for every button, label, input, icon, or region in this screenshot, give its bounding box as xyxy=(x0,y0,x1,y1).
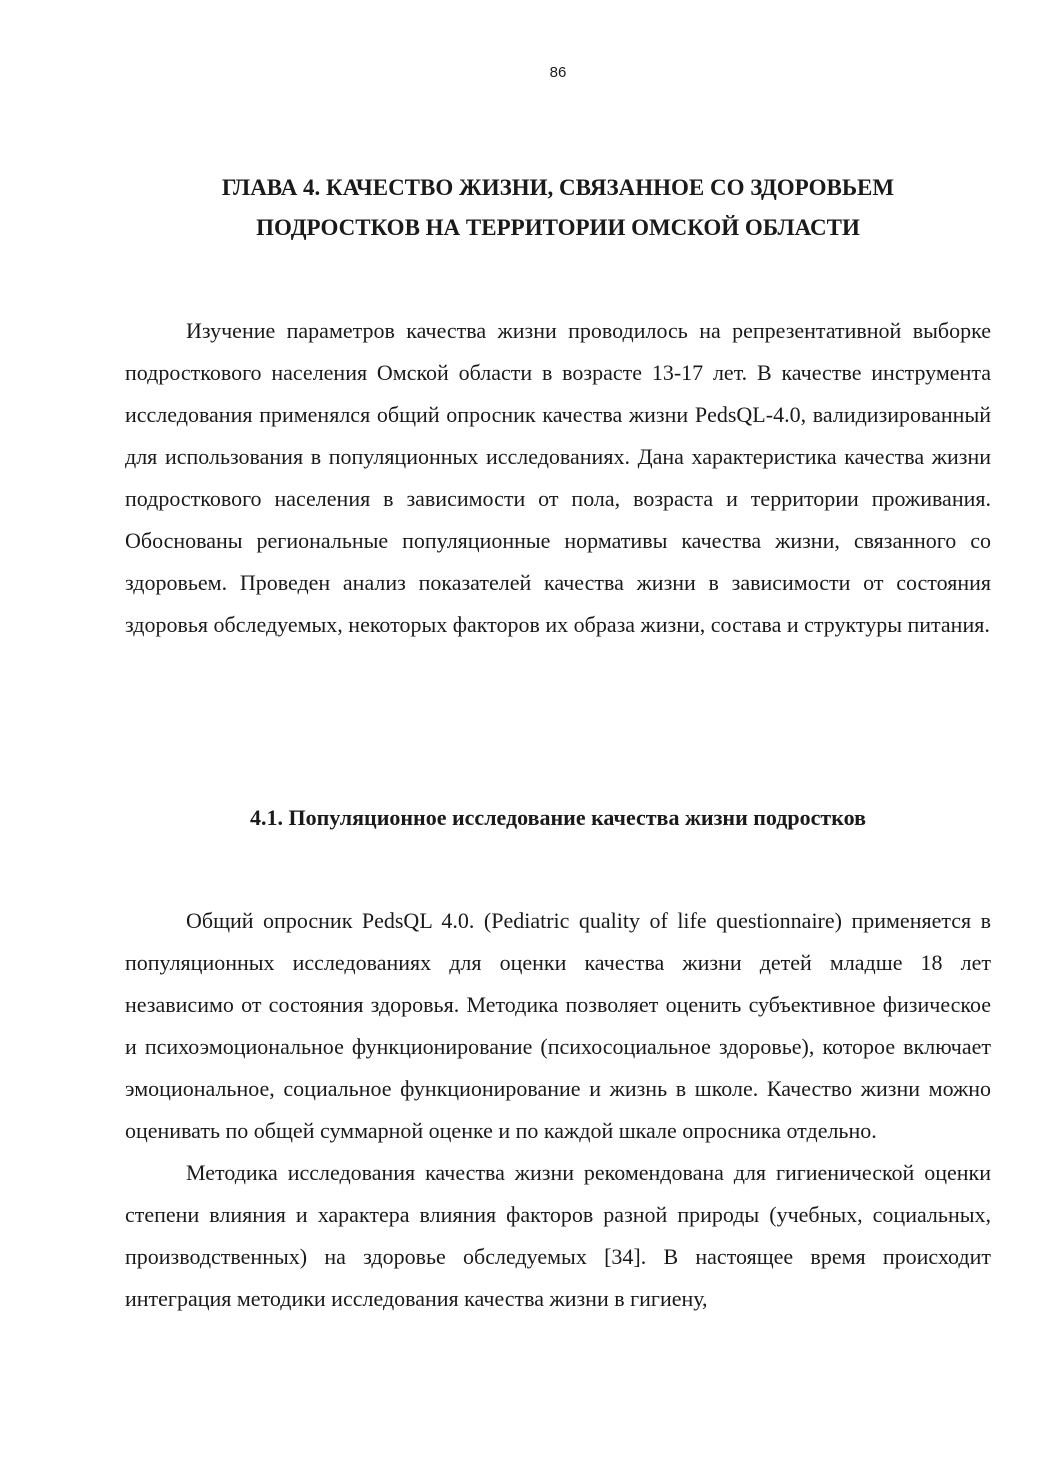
chapter-title xyxy=(120,168,996,248)
section-body xyxy=(125,900,991,1320)
chapter-title-line-2: ПОДРОСТКОВ НА ТЕРРИТОРИИ ОМСКОЙ ОБЛАСТИ xyxy=(256,215,860,240)
chapter-intro xyxy=(125,310,991,646)
section-paragraph-1: Общий опросник PedsQL 4.0. (Pediatric quality of life questionnaire) применяется в популяционных исследованиях для оценки качества жизни детей младше 18 лет независимо от состояния здоровья. Методика позволяет оценить субъективное физическое и психоэмоциональное функционирование (психосоциальное здоровье), которое включает эмоциональное, социальное функционирование и жизнь в школе. Качество жизни можно оценивать по общей суммарной оценке и по каждой шкале опросника отдельно. xyxy=(125,908,991,1143)
intro-paragraph: Изучение параметров качества жизни проводилось на репрезентативной выборке подросткового населения Омской области в возрасте 13-17 лет. В качестве инструмента исследования применялся общий опросник качества жизни PedsQL-4.0, валидизированный для использования в популяционных исследованиях. Дана характеристика качества жизни подросткового населения в зависимости от пола, возраста и территории проживания. Обоснованы региональные популяционные нормативы качества жизни, связанного со здоровьем. Проведен анализ показателей качества жизни в зависимости от состояния здоровья обследуемых, некоторых факторов их образа жизни, состава и структуры питания. xyxy=(125,318,991,637)
chapter-title-line-1: ГЛАВА 4. КАЧЕСТВО ЖИЗНИ, СВЯЗАННОЕ СО ЗДОРОВЬЕМ xyxy=(221,175,895,200)
section-heading: 4.1. Популяционное исследование качества жизни подростков xyxy=(250,805,866,830)
section-paragraph-2: Методика исследования качества жизни рекомендована для гигиенической оценки степени влияния и характера влияния факторов разной природы (учебных, социальных, производственных) на здоровье обследуемых [34]. В настоящее время происходит интеграция методики исследования качества жизни в гигиену, xyxy=(125,1160,991,1311)
page-number: 86 xyxy=(549,64,567,81)
